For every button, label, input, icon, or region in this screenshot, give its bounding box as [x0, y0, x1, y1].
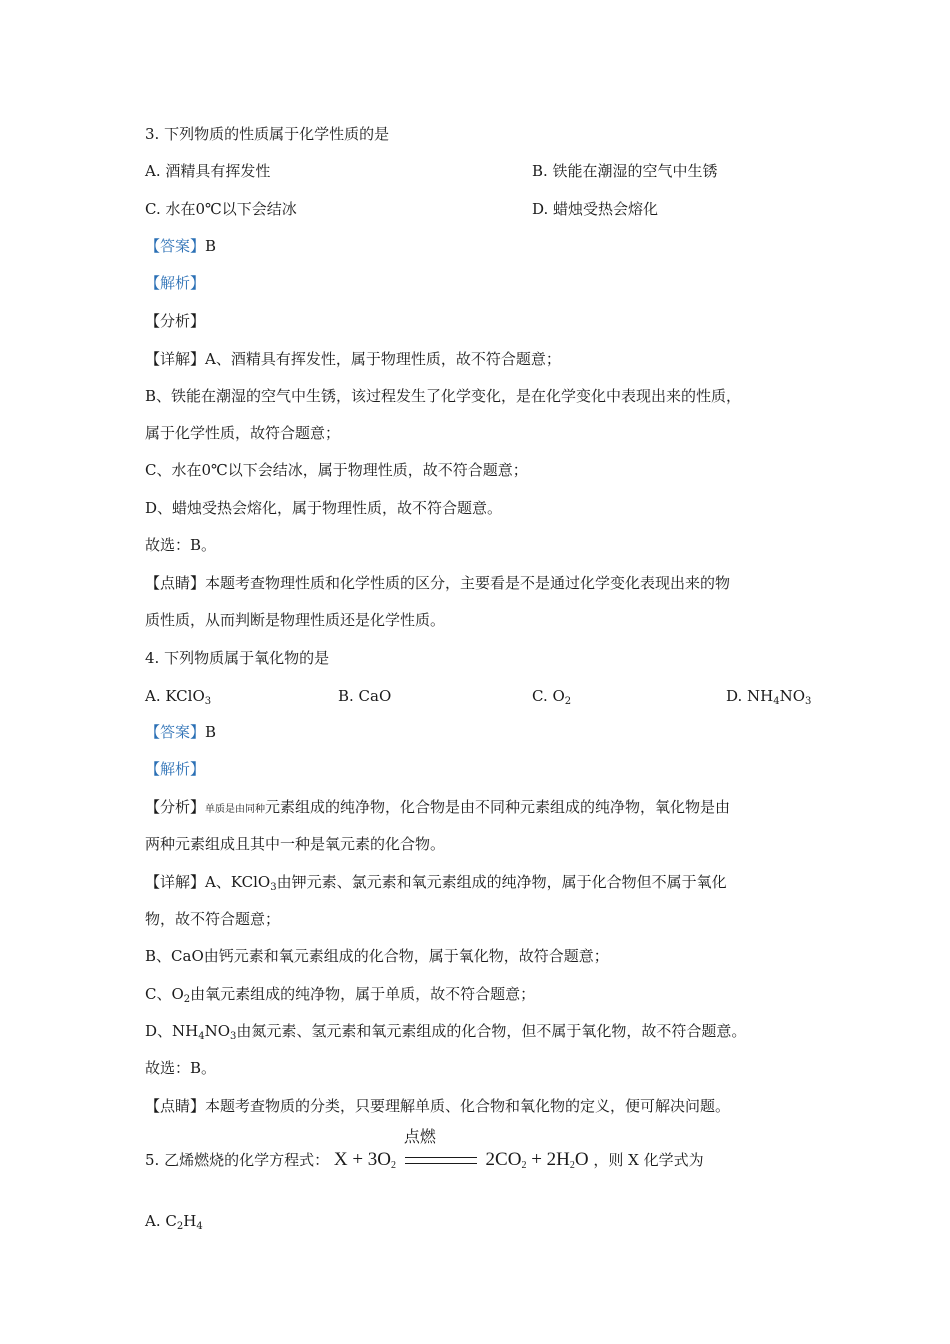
q3-detail-b-line2: 属于化学性质，故符合题意； — [145, 424, 341, 442]
q4-fenxi-text: 元素组成的纯净物，化合物是由不同种元素组成的纯净物，氧化物是由 — [265, 798, 731, 816]
q4-fenxi-tag: 【分析】 — [145, 798, 206, 816]
q3-option-d: D. 蜡烛受热会熔化 — [532, 200, 659, 218]
q3-detail-b-line1: B、铁能在潮湿的空气中生锈，该过程发生了化学变化，是在化学变化中表现出来的性质， — [145, 387, 742, 405]
q4-detail-a — [145, 872, 727, 892]
q4-detail-d-sub2: 3 — [230, 1031, 237, 1042]
q3-fenxi-tag: 【分析】 — [145, 312, 206, 330]
eq-left-sub: 2 — [391, 1160, 397, 1171]
q4-stem: 4. 下列物质属于氧化物的是 — [145, 649, 330, 667]
q4-detail-c — [145, 984, 535, 1004]
q5-stem-pre: 5. 乙烯燃烧的化学方程式： — [145, 1151, 330, 1169]
q3-detail-d: D、蜡烛受热会熔化，属于物理性质，故不符合题意。 — [145, 499, 503, 517]
q3-dianjing-text: 本题考查物理性质和化学性质的区分，主要看是不是通过化学变化表现出来的物 — [205, 574, 731, 592]
q4-detail-d-pre: D、NH — [145, 1022, 199, 1040]
q3-choose: 故选：B。 — [145, 536, 217, 554]
q4-analysis-tag: 【解析】 — [145, 760, 206, 778]
q4-option-d — [726, 686, 811, 706]
q4-detail-c-pre: C、O — [145, 985, 184, 1003]
eq-plus: + 2H — [526, 1149, 570, 1170]
q4-option-a — [145, 686, 211, 706]
chemical-equation — [333, 1127, 594, 1171]
q4-dianjing — [145, 1096, 730, 1116]
q5-option-a-pre: A. C — [145, 1212, 177, 1230]
q4-option-c-sub: 2 — [564, 696, 572, 707]
q3-analysis-tag: 【解析】 — [145, 274, 206, 292]
q5-option-a — [145, 1211, 203, 1231]
q5-stem-post: ，则 X 化学式为 — [593, 1151, 704, 1169]
q4-fenxi-line2: 两种元素组成且其中一种是氧元素的化合物。 — [145, 835, 446, 853]
q3-stem: 3. 下列物质的性质属于化学性质的是 — [145, 125, 390, 143]
q4-option-a-sub: 3 — [204, 696, 212, 707]
q4-detail-a-line2: 物，故不符合题意； — [145, 910, 281, 928]
q4-detail-d-sub1: 4 — [198, 1031, 205, 1042]
q3-dianjing-line2: 质性质，从而判断是物理性质还是化学性质。 — [145, 611, 446, 629]
q5-option-a-mid: H — [183, 1212, 197, 1230]
q3-option-c: C. 水在0℃以下会结冰 — [145, 200, 297, 218]
q4-option-d-sub1: 4 — [773, 696, 780, 707]
q4-option-c-label: C. O — [532, 687, 565, 705]
q4-fenxi-line1 — [145, 797, 730, 820]
q4-detail-d — [145, 1021, 746, 1041]
q4-option-d-label: D. NH — [726, 687, 774, 705]
q4-detail-a-sub: 3 — [270, 882, 277, 893]
q3-dianjing-tag: 【点睛】 — [145, 574, 206, 592]
eq-product2-sub: 2 — [569, 1160, 575, 1171]
q4-detail-b: B、CaO由钙元素和氧元素组成的化合物，属于氧化物，故符合题意； — [145, 947, 609, 965]
q4-option-c — [532, 686, 571, 706]
q4-option-d-mid: NO — [779, 687, 806, 705]
q3-detail-tag: 【详解】 — [145, 350, 206, 368]
q4-detail-c-post: 由氧元素组成的纯净物，属于单质，故不符合题意； — [190, 985, 536, 1003]
eq-product1: 2CO — [485, 1149, 522, 1170]
q4-detail-a-pre: A、KClO — [205, 873, 271, 891]
q5-option-a-sub2: 4 — [196, 1221, 203, 1232]
q3-answer-tag: 【答案】 — [145, 237, 206, 255]
eq-product1-sub: 2 — [521, 1160, 527, 1171]
q4-detail-tag: 【详解】 — [145, 873, 206, 891]
q3-dianjing-line1 — [145, 573, 730, 593]
q3-detail-c: C、水在0℃以下会结冰，属于物理性质，故不符合题意； — [145, 461, 528, 479]
q5-option-a-sub1: 2 — [176, 1221, 184, 1232]
reaction-equals-sign — [405, 1157, 477, 1164]
q4-option-d-sub2: 3 — [805, 696, 812, 707]
eq-condition: 点燃 — [403, 1127, 436, 1146]
q4-dianjing-tag: 【点睛】 — [145, 1097, 206, 1115]
q5-stem — [145, 1127, 704, 1171]
q4-detail-d-post: 由氮元素、氢元素和氧元素组成的化合物，但不属于氧化物，故不符合题意。 — [236, 1022, 747, 1040]
q4-detail-a-post: 由钾元素、氯元素和氧元素组成的纯净物，属于化合物但不属于氧化 — [276, 873, 727, 891]
q4-option-b: B. CaO — [338, 687, 392, 705]
q4-detail-d-mid: NO — [204, 1022, 231, 1040]
q3-detail-a — [145, 349, 561, 369]
q4-detail-c-sub: 2 — [183, 994, 191, 1005]
q3-option-b: B. 铁能在潮湿的空气中生锈 — [532, 162, 718, 180]
q4-fenxi-small: 单质是由同种 — [205, 804, 266, 815]
q4-dianjing-text: 本题考查物质的分类，只要理解单质、化合物和氧化物的定义，便可解决问题。 — [205, 1097, 731, 1115]
q3-answer — [145, 236, 216, 256]
q4-option-a-label: A. KClO — [145, 687, 205, 705]
q4-choose: 故选：B。 — [145, 1059, 217, 1077]
eq-product2-post: O — [574, 1149, 589, 1170]
q4-answer-value: B — [205, 723, 217, 741]
q3-detail-a-text: A、酒精具有挥发性，属于物理性质，故不符合题意； — [205, 350, 561, 368]
q3-answer-value: B — [205, 237, 217, 255]
q4-answer-tag: 【答案】 — [145, 723, 206, 741]
q4-answer — [145, 722, 216, 742]
eq-left: X + 3O — [333, 1149, 392, 1170]
q3-option-a: A. 酒精具有挥发性 — [145, 162, 271, 180]
